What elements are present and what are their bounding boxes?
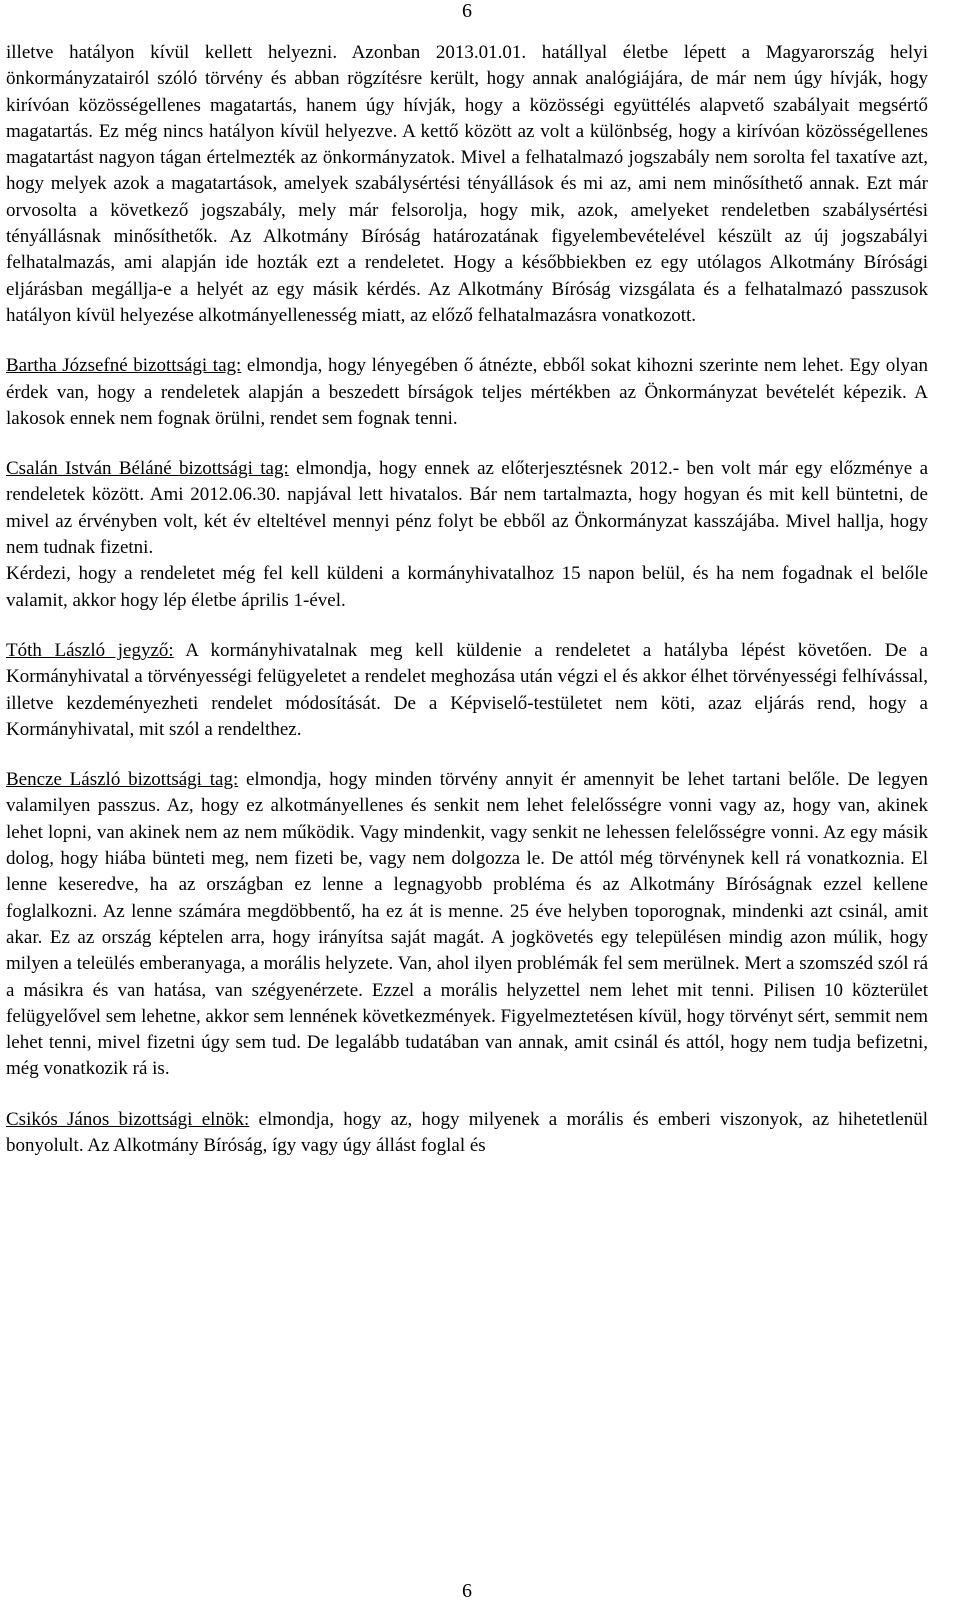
document-body xyxy=(6,40,928,1159)
paragraph-csikos xyxy=(6,1107,928,1160)
paragraph-text: elmondja, hogy az, hogy milyenek a morális és emberi viszonyok, az hihetetlenül bonyolult. Az Alkotmány Bíróság, így vagy úgy állást foglal és xyxy=(6,1108,928,1156)
paragraph-text: illetve hatályon kívül kellett helyezni. Azonban 2013.01.01. hatállyal életbe lépett a Magyarország helyi önkormányzatairól szóló törvény és abban rögzítésre került, hogy annak analógiájára, de már nem úgy hívják, hogy kirívóan közösségellenes magatartás, hanem úgy hívják, hogy a közösségi együttélés alapvető szabályait megsértő magatartás. Ez még nincs hatályon kívül helyezve. A kettő között az volt a különbség, hogy a kirívóan közösségellenes magatartást nagyon tágan értelmezték az önkormányzatok. Mivel a felhatalmazó jogszabály nem sorolta fel taxatíve azt, hogy melyek azok a magatartások, amelyek szabálysértési tényállások és mi az, ami nem minősíthető annak. Ezt már orvosolta a következő jogszabály, mely már felsorolja, hogy mik, azok, amelyeket rendeletben szabálysértési tényállásnak minősíthetők. Az Alkotmány Bíróság határozatának figyelembevételével készült az új jogszabályi felhatalmazás, ami alapján ide hozták ezt a rendeletet. Hogy a későbbiekben ez egy utólagos Alkotmány Bírósági eljárásban megállja-e a helyét az egy másik kérdés. Az Alkotmány Bíróság vizsgálata és a felhatalmazó passzusok hatályon kívül helyezése alkotmányellenesség miatt, az előző felhatalmazásra vonatkozott. xyxy=(6,42,928,326)
paragraph-text: elmondja, hogy lényegében ő átnézte, ebből sokat kihozni szerinte nem lehet. Egy olyan érdek van, hogy a rendeletek alapján a beszedett bírságok teljes mértékben az Önkormányzat bevételét képezik. A lakosok ennek nem fognak örülni, rendet sem fognak tenni. xyxy=(6,355,928,429)
page-number-top: 6 xyxy=(462,0,472,22)
paragraph-text: A kormányhivatalnak meg kell küldenie a rendeletet a hatályba lépést követően. De a Kormányhivatal a törvényességi felügyeletet a rendelet meghozása után végzi el és akkor élhet törvényességi felhívással, illetve kezdeményezheti rendelet módosítását. De a Képviselő-testületet nem köti, azaz eljárás rend, hogy a Kormányhivatal, mit szól a rendelthez. xyxy=(6,639,928,740)
speaker-label: Bencze László bizottsági tag: xyxy=(6,769,239,791)
paragraph-csalan-question xyxy=(6,561,928,614)
speaker-label: Tóth László jegyző: xyxy=(6,639,174,661)
paragraph-text: elmondja, hogy minden törvény annyit ér amennyit be lehet tartani belőle. De legyen valamilyen passzus. Az, hogy ez alkotmányellenes és senkit nem lehet felelősségre vonni vagy az, hogy van, akinek lehet lopni, van akinek nem az nem működik. Vagy mindenkit, vagy senkit ne lehessen felelősségre vonni. Az egy másik dolog, hogy hiába bünteti meg, nem fizeti be, vagy nem dolgozza le. De attól még törvénynek kell rá vonatkoznia. El lenne keseredve, ha az országban ez lenne a legnagyobb probléma és az Alkotmány Bíróságnak ezzel kellene foglalkozni. Az lenne számára megdöbbentő, ha ez át is menne. 25 éve helyben toporognak, mindenki azt csinál, amit akar. Ez az ország képtelen arra, hogy irányítsa saját magát. A jogkövetés egy településen mindig azon múlik, hogy milyen a teleülés emberanyaga, a morális helyzete. Van, ahol ilyen problémák fel sem merülnek. Mert a szomszéd szól rá a másikra és van hatása, van szégyenérzete. Ezzel a morális helyzettel nem lehet mit tenni. Pilisen 10 közterület felügyelővel sem lehetne, akkor sem lennének következmények. Figyelmeztetésen kívül, hogy törvényt sért, semmit nem lehet tenni, mivel fizetni úgy sem tud. De legalább tudatában van annak, amit csinál és attól, hogy nem tudja befizetni, még vonatkozik rá is. xyxy=(6,769,929,1080)
page-number-bottom: 6 xyxy=(462,1580,472,1602)
paragraph-intro xyxy=(6,40,928,329)
speaker-label: Bartha Józsefné bizottsági tag: xyxy=(6,355,242,377)
paragraph-toth xyxy=(6,638,928,743)
paragraph-csalan xyxy=(6,456,928,561)
speaker-label: Csalán István Béláné bizottsági tag: xyxy=(6,458,289,480)
speaker-label: Csikós János bizottsági elnök: xyxy=(6,1108,250,1130)
paragraph-bencze xyxy=(6,767,928,1083)
paragraph-text: Kérdezi, hogy a rendeletet még fel kell küldeni a kormányhivatalhoz 15 napon belül, és ha nem fogadnak el belőle valamit, akkor hogy lép életbe április 1-ével. xyxy=(6,563,928,611)
paragraph-bartha xyxy=(6,353,928,432)
paragraph-text: elmondja, hogy ennek az előterjesztésnek 2012.- ben volt már egy előzménye a rendeletek között. Ami 2012.06.30. napjával lett hivatalos. Bár nem tartalmazta, hogy hogyan és mit kell büntetni, de mivel az érvényben volt, két év elteltével mennyi pénz folyt be ebből az Önkormányzat kasszájába. Mivel hallja, hogy nem tudnak fizetni. xyxy=(6,458,929,559)
